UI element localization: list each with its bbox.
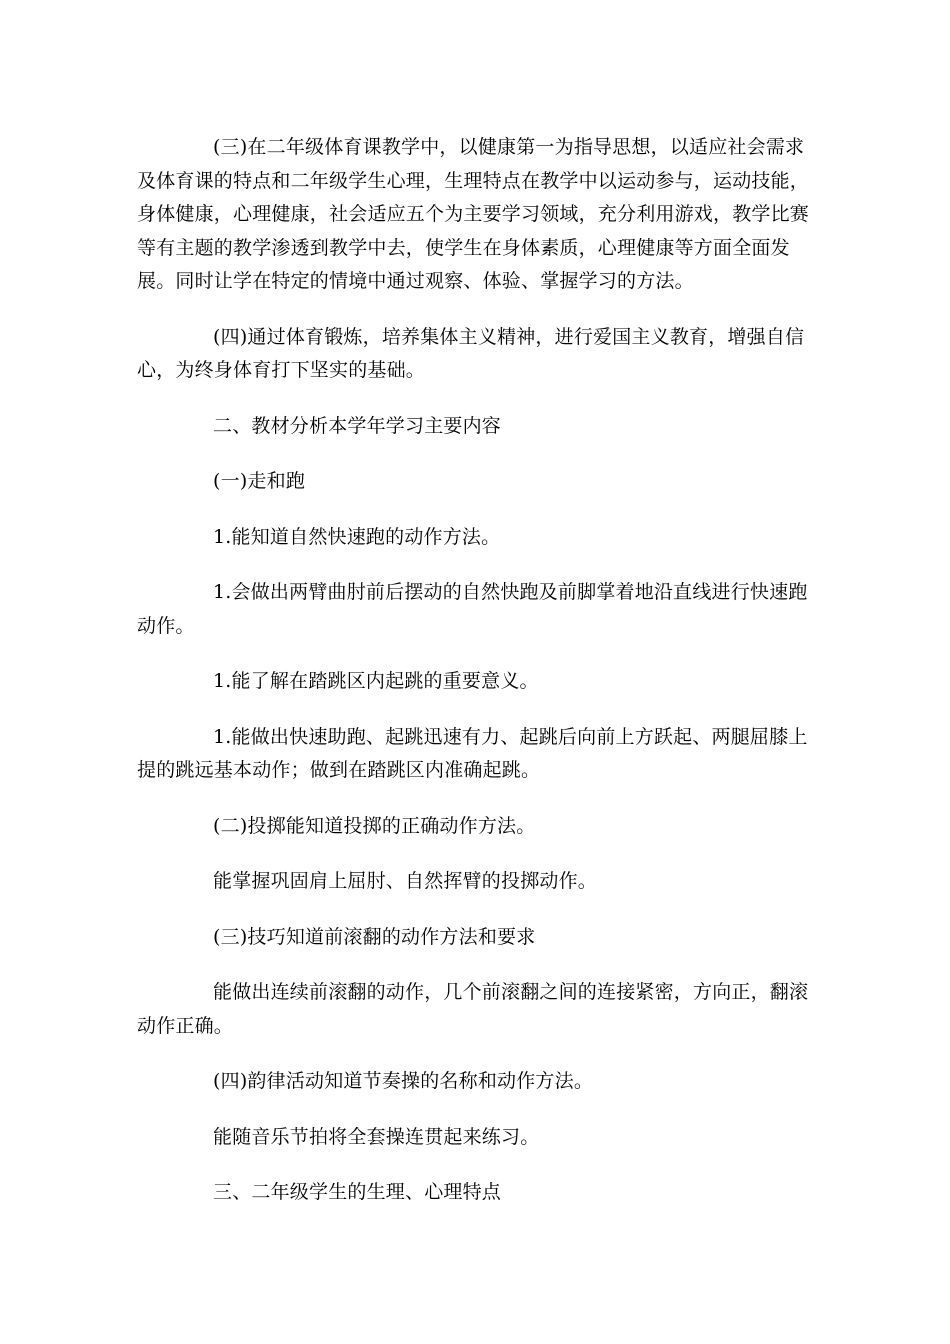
subsection-heading-rhythmic: (四)韵律活动知道节奏操的名称和动作方法。 xyxy=(213,1070,594,1092)
subsection-heading-tumbling: (三)技巧知道前滚翻的动作方法和要求 xyxy=(213,925,536,948)
section-heading-textbook-analysis: 二、教材分析本学年学习主要内容 xyxy=(213,414,502,437)
section-heading-student-traits: 三、二年级学生的生理、心理特点 xyxy=(213,1181,502,1203)
document-body xyxy=(137,131,813,1210)
paragraph-throwing-skill: 能掌握巩固肩上屈肘、自然挥臂的投掷动作。 xyxy=(213,870,598,892)
paragraph-goal-4: (四)通过体育锻炼，培养集体主义精神，进行爱国主义教育，增强自信心，为终身体育打下坚实的基础。 xyxy=(137,325,805,381)
paragraph-goal-3: (三)在二年级体育课教学中，以健康第一为指导思想，以适应社会需求及体育课的特点和二年级学生心理，生理特点在教学中以运动参与，运动技能，身体健康，心理健康，社会适应五个为主要学习领域，充分利用游戏，教学比赛等有主题的教学渗透到教学中去，使学生在身体素质，心理健康等方面全面发展。同时让学在特定的情境中通过观察、体验、掌握学习的方法。 xyxy=(137,136,810,292)
list-item-sprint-skill: 1.会做出两臂曲肘前后摆动的自然快跑及前脚掌着地沿直线进行快速跑动作。 xyxy=(137,581,808,637)
paragraph-tumbling-skill: 能做出连续前滚翻的动作，几个前滚翻之间的连接紧密，方向正，翻滚动作正确。 xyxy=(137,981,809,1037)
list-item-takeoff-knowledge: 1.能了解在踏跳区内起跳的重要意义。 xyxy=(213,670,539,692)
paragraph-rhythmic-skill: 能随音乐节拍将全套操连贯起来练习。 xyxy=(213,1125,540,1148)
subsection-heading-throwing: (二)投掷能知道投掷的正确动作方法。 xyxy=(213,814,536,837)
list-item-long-jump-skill: 1.能做出快速助跑、起跳迅速有力、起跳后向前上方跃起、两腿屈膝上提的跳远基本动作；做到在踏跳区内准确起跳。 xyxy=(137,725,808,781)
subsection-heading-walk-run: (一)走和跑 xyxy=(213,470,306,492)
list-item-sprint-knowledge: 1.能知道自然快速跑的动作方法。 xyxy=(213,525,501,548)
